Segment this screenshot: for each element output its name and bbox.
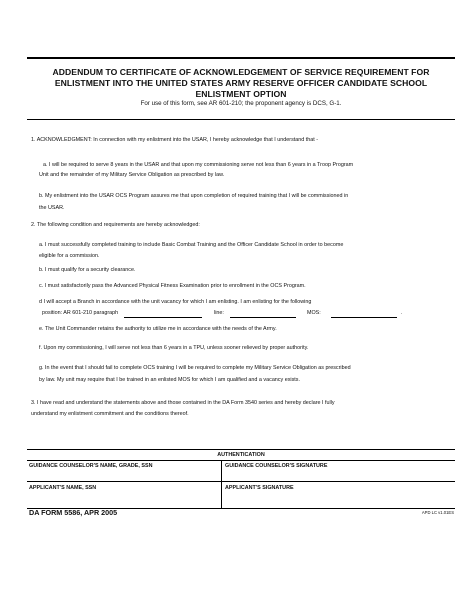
- authentication-block: [27, 449, 455, 509]
- counselor-name-label: GUIDANCE COUNSELOR'S NAME, GRADE, SSN: [29, 463, 153, 469]
- item-2d-position-label: position: AR 601-210 paragraph: [42, 310, 119, 316]
- applicant-signature-label: APPLICANT'S SIGNATURE: [225, 485, 294, 491]
- form-title-line-2: ENLISTMENT INTO THE UNITED STATES ARMY RESERVE OFFICER CANDIDATE SCHOOL: [54, 78, 428, 88]
- counselor-name-field[interactable]: [27, 470, 220, 481]
- header-rule: [27, 119, 455, 120]
- applicant-name-field[interactable]: [27, 492, 220, 507]
- form-number: DA FORM 5586, APR 2005: [29, 508, 118, 517]
- section-3-line-1: 3. I have read and understand the statements above and those contained in the DA Form 3540 series and hereby declare I fully: [31, 400, 335, 406]
- mos-blank-field[interactable]: [331, 317, 397, 318]
- item-2d-line-label: line:: [214, 310, 224, 316]
- form-version: APD LC v1.01ES: [421, 510, 454, 515]
- item-2b: b. I must qualify for a security clearance.: [39, 267, 136, 273]
- item-1b-line-2: the USAR.: [39, 205, 65, 211]
- item-2f: f. Upon my commissioning, I will serve not less than 6 years in a TPU, unless sooner relieved by proper authority.: [39, 345, 309, 351]
- item-1b-line-1: b. My enlistment into the USAR OCS Program assures me that upon completion of required training that I will be commissioned in: [39, 193, 349, 199]
- applicant-signature-field[interactable]: [223, 492, 454, 507]
- line-blank-field[interactable]: [230, 317, 296, 318]
- item-1a-line-1: a. I will be required to serve 8 years in the USAR and that upon my commissioning serve not less than 6 years in a Troop Program: [43, 162, 354, 168]
- counselor-signature-label: GUIDANCE COUNSELOR'S SIGNATURE: [225, 463, 328, 469]
- form-title-line-3: ENLISTMENT OPTION: [195, 89, 287, 99]
- form-title-line-1: ADDENDUM TO CERTIFICATE OF ACKNOWLEDGEMENT OF SERVICE REQUIREMENT FOR: [52, 67, 430, 77]
- item-2d-end-period: .: [401, 310, 403, 316]
- applicant-name-label: APPLICANT'S NAME, SSN: [29, 485, 97, 491]
- authentication-divider-horizontal: [27, 481, 455, 482]
- counselor-signature-field[interactable]: [223, 470, 454, 481]
- section-3-line-2: understand my enlistment commitment and the conditions thereof.: [31, 411, 189, 417]
- item-2g-line-1: g. In the event that I should fail to complete OCS training I will be required to complete my Military Service Obligation as prescribed: [39, 365, 351, 371]
- item-2g-line-2: by law. My unit may require that I be trained in an enlisted MOS for which I am qualified and a vacancy exists.: [39, 377, 300, 383]
- item-2d-mos-label: MOS:: [307, 310, 321, 316]
- top-rule: [27, 57, 455, 59]
- item-2c: c. I must satisfactorily pass the Advanced Physical Fitness Examination prior to enrollment in the OCS Program.: [39, 283, 306, 289]
- section-2-conditions: 2. The following condition and requirements are hereby acknowledged:: [31, 222, 200, 228]
- paragraph-blank-field[interactable]: [124, 317, 202, 318]
- item-2a-line-2: eligible for a commission.: [39, 253, 100, 259]
- item-2a-line-1: a. I must successfully completed training to include Basic Combat Training and the Officer Candidate School in order to become: [39, 242, 344, 248]
- authentication-divider-vertical: [221, 460, 222, 508]
- authentication-heading: AUTHENTICATION: [27, 450, 455, 461]
- item-2e: e. The Unit Commander retains the authority to utilize me in accordance with the needs of the Army.: [39, 326, 277, 332]
- item-1a-line-2: Unit and the remainder of my Military Service Obligation as prescribed by law.: [39, 172, 225, 178]
- section-1-acknowledgment: 1. ACKNOWLEDGMENT: In connection with my enlistment into the USAR, I hereby acknowledge that I understand that -: [31, 137, 319, 143]
- form-subtitle: For use of this form, see AR 601-210; the proponent agency is DCS, G-1.: [140, 100, 342, 107]
- item-2d-line-1: d I will accept a Branch in accordance with the unit vacancy for which I am enlisting. I am enlisting for the following: [39, 299, 312, 305]
